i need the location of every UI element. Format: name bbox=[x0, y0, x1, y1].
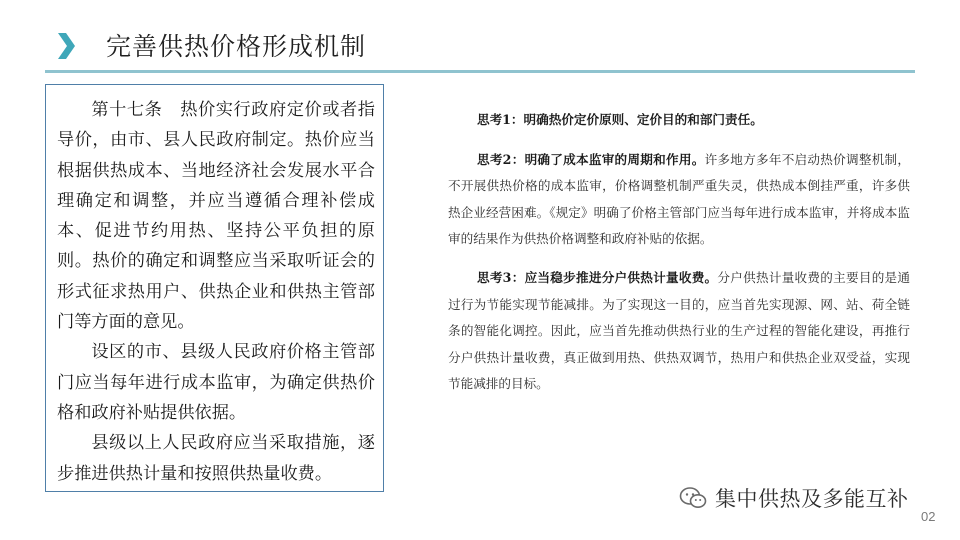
commentary-heading-2: 思考2：明确了成本监审的周期和作用。 bbox=[476, 151, 705, 167]
commentary-body-2: 许多地方多年不启动热价调整机制，不开展供热价格的成本监审，价格调整机制严重失灵，供热成本倒挂严重，许多供热企业经营困难。《规定》明确了价格主管部门应当每年进行成本监审，并将成本监审的结果作为供热价格调整和政府补贴的依据。 bbox=[448, 151, 911, 247]
commentary-heading-3: 思考3：应当稳步推进分户供热计量收费。 bbox=[476, 269, 718, 285]
wechat-watermark bbox=[679, 484, 909, 512]
wechat-icon bbox=[679, 486, 707, 510]
commentary-body-3: 分户供热计量收费的主要目的是通过行为节能实现节能减排。为了实现这一目的，应当首先实现源、网、站、荷全链条的智能化调控。因此，应当首先推动供热行业的生产过程的智能化建设，再推行分户供热计量收费，真正做到用热、供热双调节，热用户和供热企业双受益，实现节能减排的目标。 bbox=[448, 269, 911, 392]
commentary-heading-1: 思考1：明确热价定价原则、定价目的和部门责任。 bbox=[476, 112, 763, 127]
article-paragraph-3: 县级以上人民政府应当采取措施，逐步推进供热计量和按照供热量收费。 bbox=[57, 433, 375, 484]
regulation-text-box bbox=[45, 84, 384, 492]
chevron-right-icon bbox=[55, 31, 77, 61]
commentary-column bbox=[448, 107, 910, 398]
article-paragraph-1: 第十七条 热价实行政府定价或者指导价，由市、县人民政府制定。热价应当根据供热成本、当地经济社会发展水平合理确定和调整，并应当遵循合理补偿成本、促进节约用热、坚持公平负担的原则。热价的确定和调整应当采取听证会的形式征求热用户、供热企业和供热主管部门等方面的意见。 bbox=[57, 100, 375, 333]
title-divider bbox=[45, 70, 915, 73]
article-paragraph-2: 设区的市、县级人民政府价格主管部门应当每年进行成本监审，为确定供热价格和政府补贴提供依据。 bbox=[57, 342, 375, 423]
page-number: 02 bbox=[921, 509, 936, 524]
commentary-item-1 bbox=[448, 107, 910, 134]
commentary-item-3 bbox=[448, 265, 910, 398]
commentary-item-2 bbox=[448, 147, 910, 253]
slide-title: 完善供热价格形成机制 bbox=[106, 32, 367, 61]
watermark-label: 集中供热及多能互补 bbox=[715, 487, 909, 511]
